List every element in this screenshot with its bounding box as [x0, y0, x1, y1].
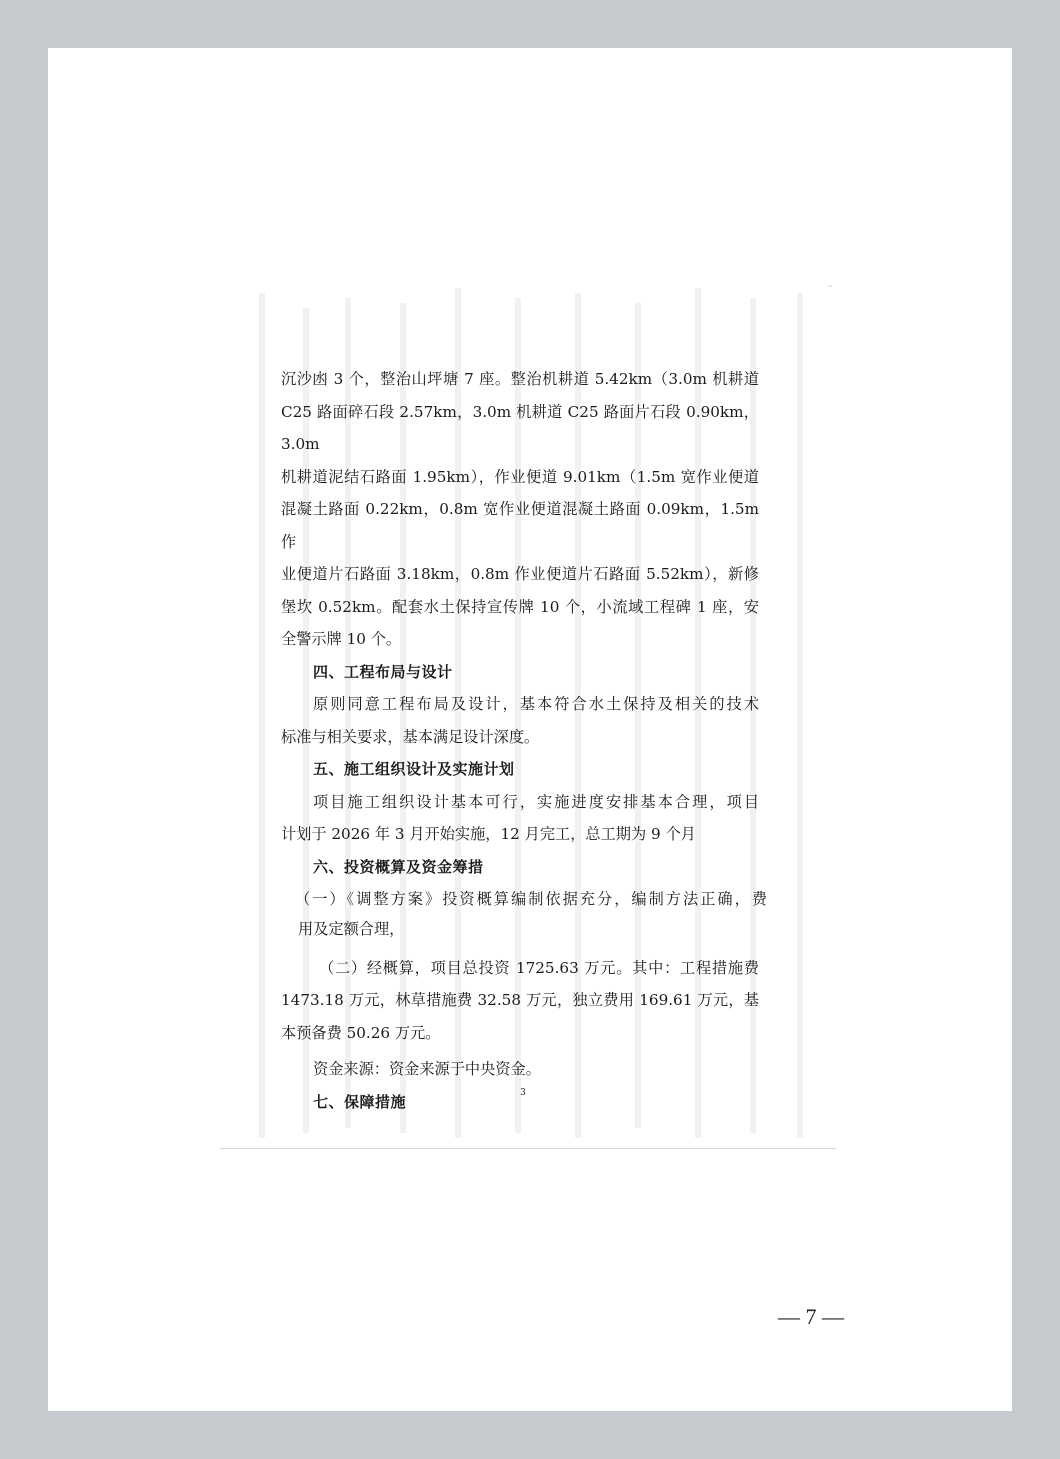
- page-footer-number: — 7 —: [778, 1304, 844, 1329]
- section-heading-4: 四、工程布局与设计: [313, 662, 453, 681]
- text-line: 机耕道泥结石路面 1.95km），作业便道 9.01km（1.5m 宽作业便道: [281, 467, 759, 486]
- text-line: 堡坎 0.52km。配套水土保持宣传牌 10 个，小流域工程碑 1 座，安: [281, 597, 759, 616]
- text-line: 标准与相关要求，基本满足设计深度。: [281, 727, 540, 746]
- text-line: 原则同意工程布局及设计，基本符合水土保持及相关的技术: [313, 695, 759, 713]
- funding-source-line: 资金来源：资金来源于中央资金。: [313, 1060, 541, 1078]
- text-line: 1473.18 万元，林草措施费 32.58 万元，独立费用 169.61 万元，基: [281, 991, 759, 1009]
- section-heading-5: 五、施工组织设计及实施计划: [313, 760, 515, 778]
- text-line: 项目施工组织设计基本可行，实施进度安排基本合理，项目: [313, 792, 759, 811]
- text-line: 本预备费 50.26 万元。: [281, 1023, 441, 1042]
- section-heading-7: 七、保障措施: [313, 1092, 407, 1111]
- divider-line: [220, 1148, 836, 1149]
- document-page: [48, 48, 1012, 1411]
- text-line: 沉沙凼 3 个，整治山坪塘 7 座。整治机耕道 5.42km（3.0m 机耕道: [281, 370, 759, 388]
- section-heading-6: 六、投资概算及资金筹措: [313, 857, 484, 876]
- text-line: 计划于 2026 年 3 月开始实施，12 月完工，总工期为 9 个月: [281, 825, 696, 843]
- body-text: [281, 363, 767, 1118]
- text-line: 全警示牌 10 个。: [281, 630, 402, 648]
- text-line: 混凝土路面 0.22km，0.8m 宽作业便道混凝土路面 0.09km，1.5m 作: [281, 500, 759, 551]
- text-line: C25 路面碎石段 2.57km，3.0m 机耕道 C25 路面片石段 0.90km，3.0m: [281, 402, 759, 453]
- text-line: 业便道片石路面 3.18km，0.8m 作业便道片石路面 5.52km），新修: [281, 565, 759, 583]
- text-line: （一）《调整方案》投资概算编制依据充分，编制方法正确，费: [295, 890, 767, 908]
- text-line: （二）经概算，项目总投资 1725.63 万元。其中：工程措施费: [319, 958, 759, 977]
- text-line: 用及定额合理，: [298, 919, 405, 938]
- inner-page-number: 3: [520, 1088, 526, 1098]
